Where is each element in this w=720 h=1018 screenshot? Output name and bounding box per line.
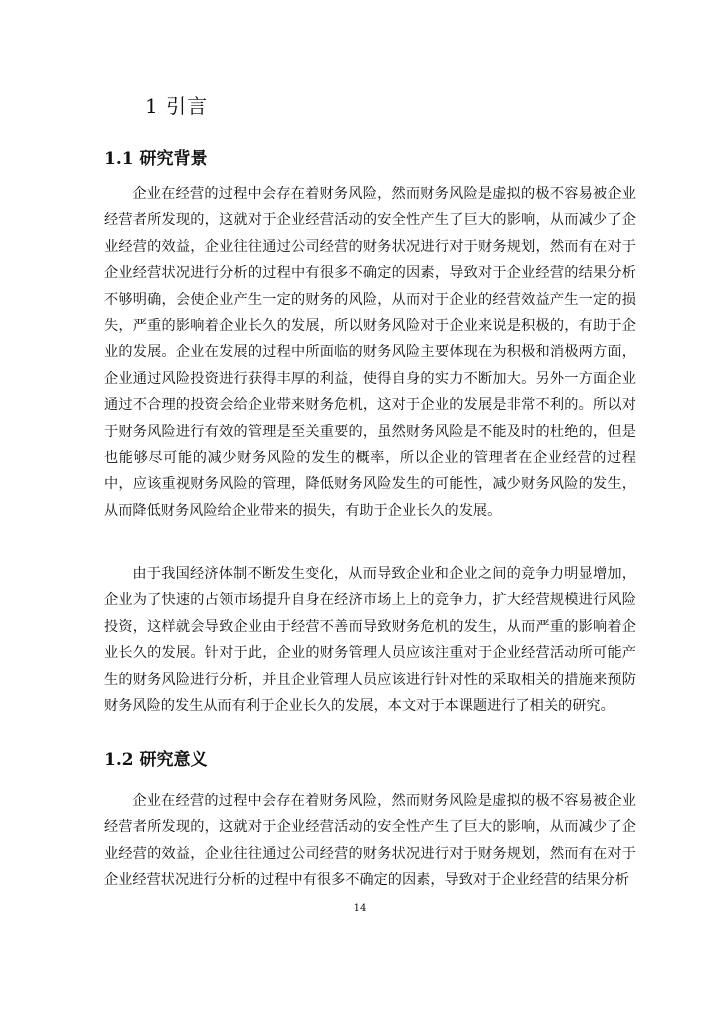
section-title-significance: 1.2 研究意义 [104,750,208,770]
section-title-background: 1.1 研究背景 [104,149,208,169]
paragraph: 企业在经营的过程中会存在着财务风险，然而财务风险是虚拟的极不容易被企业经营者所发现的，这就对于企业经营活动的安全性产生了巨大的影响，从而减少了企业经营的效益，企业往往通过公司经营的财务状况进行对于财务规划，然而有在对于企业经营状况进行分析的过程中有很多不确定的因素，导致对于企业经营的结果分析 [104,793,636,889]
paragraph: 企业在经营的过程中会存在着财务风险，然而财务风险是虚拟的极不容易被企业经营者所发现的，这就对于企业经营活动的安全性产生了巨大的影响，从而减少了企业经营的效益，企业往往通过公司经营的财务状况进行对于财务规划，然而有在对于企业经营状况进行分析的过程中有很多不确定的因素，导致对于企业经营的结果分析不够明确，会使企业产生一定的财务的风险，从而对于企业的经营效益产生一定的损失，严重的影响着企业长久的发展，所以财务风险对于企业来说是积极的，有助于企业的发展。企业在发展的过程中所面临的财务风险主要体现在为积极和消极两方面，企业通过风险投资进行获得丰厚的利益，使得自身的实力不断加大。另外一方面企业通过不合理的投资会给企业带来财务危机，这对于企业的发展是非常不利的。所以对于财务风险进行有效的管理是至关重要的，虽然财务风险是不能及时的杜绝的，但是也能够尽可能的减少财务风险的发生的概率，所以企业的管理者在企业经营的过程中，应该重视财务风险的管理，降低财务风险发生的可能性，减少财务风险的发生，从而降低财务风险给企业带来的损失，有助于企业长久的发展。 [104,186,636,519]
paragraph: 由于我国经济体制不断发生变化，从而导致企业和企业之间的竞争力明显增加，企业为了快速的占领市场提升自身在经济市场上上的竞争力，扩大经营规模进行风险投资，这样就会导致企业由于经营不善而导致财务危机的发生，从而严重的影响着企业长久的发展。针对于此，企业的财务管理人员应该注重对于企业经营活动所可能产生的财务风险进行分析，并且企业管理人员应该进行针对性的采取相关的措施来预防财务风险的发生从而有利于企业长久的发展，本文对于本课题进行了相关的研究。 [104,566,636,715]
chapter-title: 1 引言 [145,94,209,118]
page-number: 14 [353,903,367,914]
